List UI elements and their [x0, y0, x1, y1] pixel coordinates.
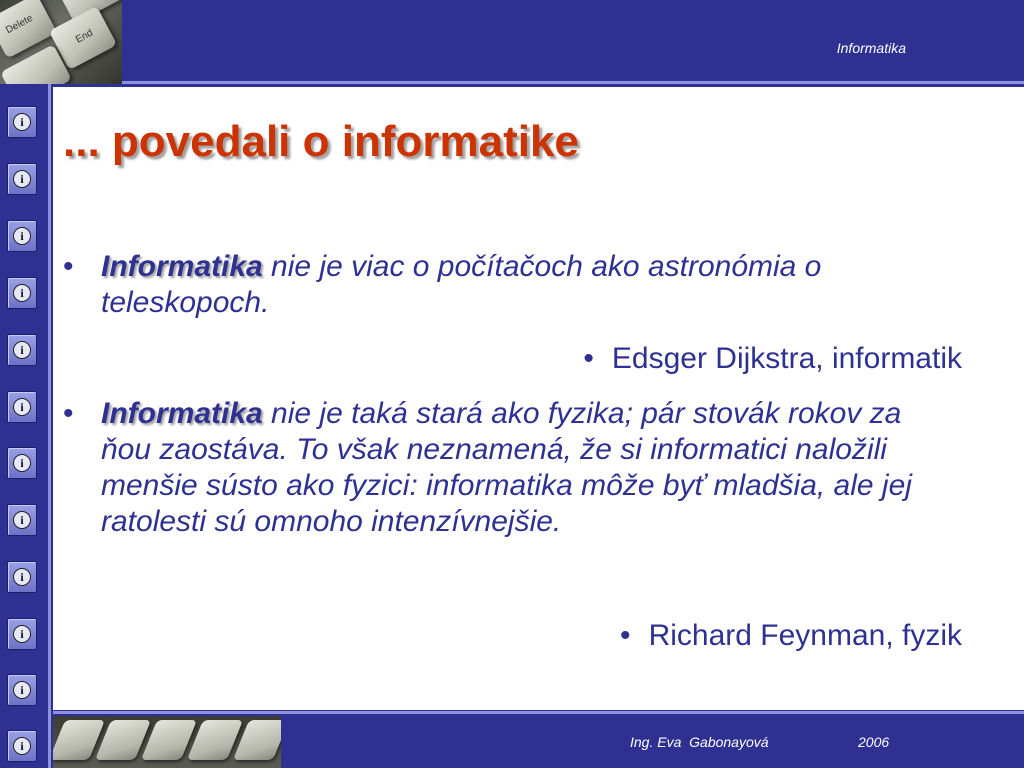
sidebar — [0, 84, 48, 768]
info-icon: i — [13, 511, 31, 529]
bullet-icon: • — [583, 342, 594, 375]
sidebar-info-button[interactable] — [7, 730, 37, 762]
sidebar-info-button[interactable] — [7, 674, 37, 706]
sidebar-info-button[interactable] — [7, 334, 37, 366]
quote-text — [101, 249, 933, 321]
bullet-icon: • — [63, 397, 74, 430]
keyboard-photo — [0, 0, 122, 84]
quote-term: Informatika — [101, 397, 263, 430]
info-icon: i — [13, 737, 31, 755]
sidebar-info-button[interactable] — [7, 447, 37, 479]
quote-text — [101, 396, 933, 540]
sidebar-info-button[interactable] — [7, 391, 37, 423]
sidebar-info-button[interactable] — [7, 220, 37, 252]
bullet-icon: • — [63, 250, 74, 283]
bullet-icon: • — [620, 619, 631, 652]
sidebar-info-button[interactable] — [7, 504, 37, 536]
sidebar-divider — [48, 84, 51, 768]
sidebar-info-button[interactable] — [7, 277, 37, 309]
end-key-label: End — [74, 27, 95, 46]
info-icon: i — [13, 681, 31, 699]
quote-author-name: Edsger Dijkstra, informatik — [611, 342, 962, 375]
quote-term: Informatika — [101, 250, 263, 283]
info-icon: i — [13, 284, 31, 302]
delete-key-label: Delete — [4, 12, 35, 37]
sidebar-info-button[interactable] — [7, 106, 37, 138]
sidebar-info-button[interactable] — [7, 561, 37, 593]
slide-content — [53, 87, 1024, 710]
info-icon: i — [13, 398, 31, 416]
quote-body: nie je taká stará ako fyzika; pár stovák rokov za ňou zaostáva. To však neznamená, že si informatici naložili menšie sústo ako fyzici: informatika môže byť mladšia, ale jej ratolesti sú omnoho intenzívnejšie. — [101, 397, 912, 538]
quote-author — [620, 619, 962, 653]
info-icon: i — [13, 227, 31, 245]
info-icon: i — [13, 170, 31, 188]
info-icon: i — [13, 454, 31, 472]
quote-item — [63, 396, 933, 540]
sidebar-info-button[interactable] — [7, 618, 37, 650]
header-title: Informatika — [836, 40, 906, 56]
info-icon: i — [13, 341, 31, 359]
slide-title: ... povedali o informatike — [63, 117, 579, 166]
header-divider — [122, 81, 1024, 84]
quote-author — [583, 342, 962, 376]
quote-author-name: Richard Feynman, fyzik — [648, 619, 962, 652]
sidebar-info-button[interactable] — [7, 163, 37, 195]
info-icon: i — [13, 113, 31, 131]
footer-year: 2006 — [858, 734, 890, 750]
quote-item — [63, 249, 933, 321]
info-icon: i — [13, 625, 31, 643]
quote-body: nie je viac o počítačoch ako astronómia o teleskopoch. — [101, 250, 822, 319]
info-icon: i — [13, 568, 31, 586]
keyboard-strip-photo — [53, 716, 281, 768]
footer-divider — [53, 711, 1024, 714]
footer-author: Ing. Eva Gabonayová — [630, 734, 769, 750]
